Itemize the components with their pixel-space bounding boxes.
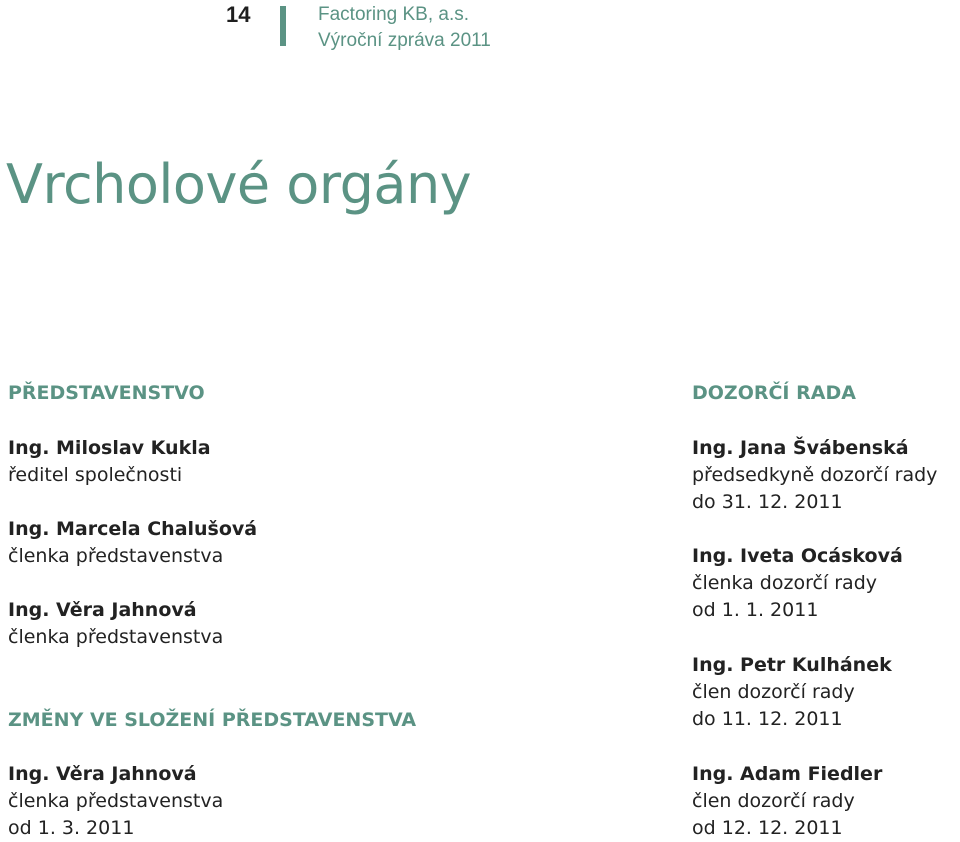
member-date: od 12. 12. 2011 bbox=[692, 817, 843, 839]
member-date: do 31. 12. 2011 bbox=[692, 491, 843, 513]
member-date: od 1. 1. 2011 bbox=[692, 599, 819, 621]
supervisory-member bbox=[692, 435, 937, 516]
page-title: Vrcholové orgány bbox=[6, 153, 472, 216]
member-role: členka dozorčí rady bbox=[692, 572, 878, 594]
supervisory-member bbox=[692, 761, 882, 842]
member-name: Ing. Věra Jahnová bbox=[8, 599, 197, 621]
company-name: Factoring KB, a.s. bbox=[318, 4, 470, 25]
member-name: Ing. Iveta Ocásková bbox=[692, 545, 903, 567]
header-divider bbox=[280, 6, 286, 46]
supervisory-member bbox=[692, 543, 903, 624]
changes-member bbox=[8, 761, 223, 842]
member-role: ředitel společnosti bbox=[8, 464, 183, 486]
member-role: předsedkyně dozorčí rady bbox=[692, 464, 938, 486]
board-heading: PŘEDSTAVENSTVO bbox=[8, 382, 205, 404]
member-name: Ing. Petr Kulhánek bbox=[692, 654, 892, 676]
member-date: od 1. 3. 2011 bbox=[8, 817, 135, 839]
member-role: členka představenstva bbox=[8, 545, 224, 567]
member-role: člen dozorčí rady bbox=[692, 681, 855, 703]
member-name: Ing. Jana Švábenská bbox=[692, 437, 909, 459]
changes-heading: ZMĚNY VE SLOŽENÍ PŘEDSTAVENSTVA bbox=[8, 709, 417, 731]
supervisory-heading: DOZORČÍ RADA bbox=[692, 382, 856, 404]
board-member bbox=[8, 435, 211, 489]
member-role: člen dozorčí rady bbox=[692, 790, 855, 812]
running-header bbox=[318, 2, 491, 54]
report-name: Výroční zpráva 2011 bbox=[318, 30, 491, 51]
member-role: členka představenstva bbox=[8, 790, 224, 812]
board-member bbox=[8, 597, 223, 651]
member-name: Ing. Miloslav Kukla bbox=[8, 437, 211, 459]
page-number: 14 bbox=[226, 2, 251, 27]
member-role: členka představenstva bbox=[8, 626, 224, 648]
member-date: do 11. 12. 2011 bbox=[692, 708, 843, 730]
member-name: Ing. Adam Fiedler bbox=[692, 763, 883, 785]
member-name: Ing. Marcela Chalušová bbox=[8, 518, 258, 540]
board-member bbox=[8, 516, 257, 570]
member-name: Ing. Věra Jahnová bbox=[8, 763, 197, 785]
supervisory-member bbox=[692, 652, 892, 733]
